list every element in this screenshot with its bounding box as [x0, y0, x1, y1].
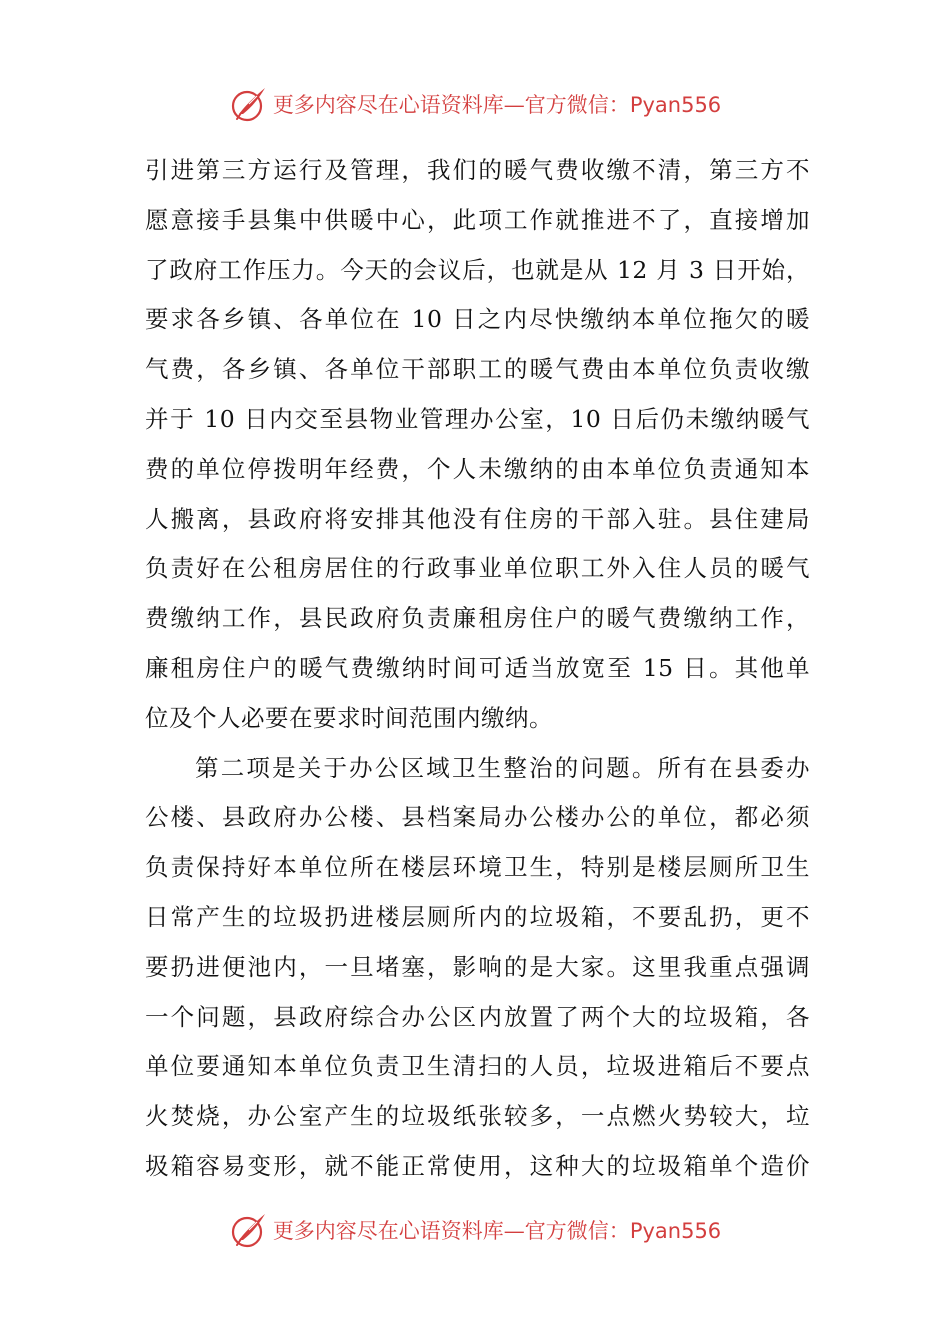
banner-text-cn: 更多内容尽在心语资料库—官方微信： — [272, 1219, 630, 1243]
footer-banner — [0, 1208, 950, 1252]
text-line: 费的单位停拨明年经费，个人未缴纳的由本单位负责通知本 — [145, 454, 810, 483]
banner-text — [273, 89, 721, 119]
header-banner — [0, 82, 950, 126]
banner-wechat-id: Pyan556 — [629, 93, 722, 117]
document-body — [145, 146, 810, 1192]
text-line: 愿意接手县集中供暖中心，此项工作就推进不了，直接增加 — [145, 205, 810, 234]
quill-pen-icon — [229, 1210, 269, 1250]
text-line: 了政府工作压力。今天的会议后，也就是从 12 月 3 日开始， — [145, 255, 810, 284]
text-line: 并于 10 日内交至县物业管理办公室，10 日后仍未缴纳暖气 — [145, 404, 810, 433]
banner-text-cn: 更多内容尽在心语资料库—官方微信： — [272, 93, 630, 117]
banner-wechat-id: Pyan556 — [629, 1219, 722, 1243]
text-line: 位及个人必要在要求时间范围内缴纳。 — [145, 703, 553, 732]
text-line: 负责保持好本单位所在楼层环境卫生，特别是楼层厕所卫生 — [145, 853, 810, 882]
text-line: 费缴纳工作，县民政府负责廉租房住户的暖气费缴纳工作， — [145, 604, 810, 633]
text-line: 气费，各乡镇、各单位干部职工的暖气费由本单位负责收缴 — [145, 355, 810, 384]
text-line: 引进第三方运行及管理，我们的暖气费收缴不清，第三方不 — [145, 156, 810, 184]
text-line: 火焚烧，办公室产生的垃圾纸张较多，一点燃火势较大，垃 — [145, 1102, 810, 1131]
text-line: 廉租房住户的暖气费缴纳时间可适当放宽至 15 日。其他单 — [145, 653, 810, 682]
text-line: 圾箱容易变形，就不能正常使用，这种大的垃圾箱单个造价 — [145, 1151, 810, 1180]
banner-text — [273, 1215, 721, 1245]
text-line: 公楼、县政府办公楼、县档案局办公楼办公的单位，都必须 — [145, 803, 810, 832]
paragraph-first-line: 第二项是关于办公区域卫生整治的问题。所有在县委办 — [195, 753, 810, 782]
text-line: 单位要通知本单位负责卫生清扫的人员，垃圾进箱后不要点 — [145, 1052, 810, 1081]
text-line: 要扔进便池内，一旦堵塞，影响的是大家。这里我重点强调 — [145, 952, 810, 981]
text-line: 一个问题，县政府综合办公区内放置了两个大的垃圾箱，各 — [145, 1002, 810, 1031]
text-line: 负责好在公租房居住的行政事业单位职工外入住人员的暖气 — [145, 554, 810, 583]
text-line: 日常产生的垃圾扔进楼层厕所内的垃圾箱，不要乱扔，更不 — [145, 902, 810, 931]
quill-pen-icon — [229, 84, 269, 124]
text-line: 人搬离，县政府将安排其他没有住房的干部入驻。县住建局 — [145, 504, 810, 533]
text-line: 要求各乡镇、各单位在 10 日之内尽快缴纳本单位拖欠的暖 — [145, 305, 810, 334]
